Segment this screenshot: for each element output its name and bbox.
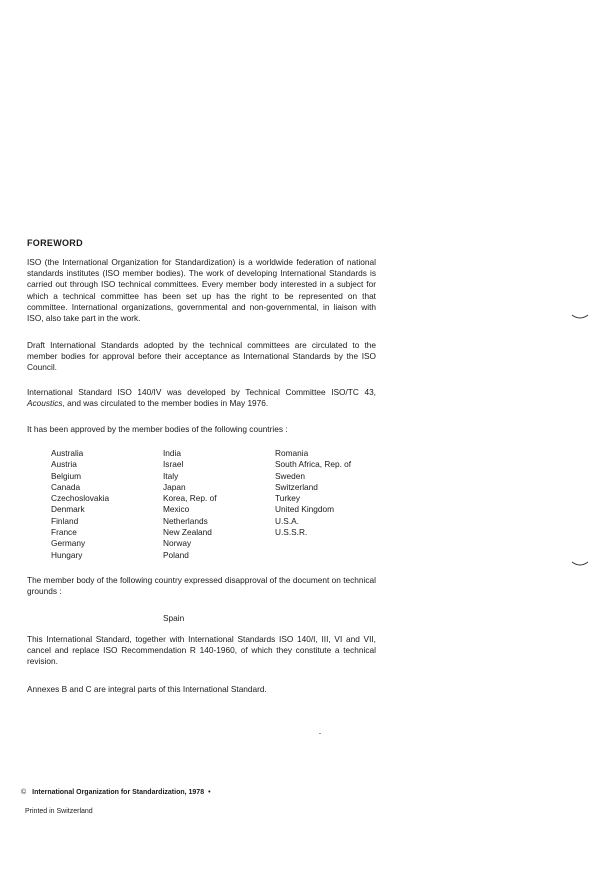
margin-curve-mark <box>571 313 589 321</box>
country-item: Czechoslovakia <box>51 493 110 504</box>
foreword-heading: FOREWORD <box>27 238 83 248</box>
country-item: Germany <box>51 538 86 549</box>
country-item: Romania <box>275 448 309 458</box>
country-item: Austria <box>51 459 77 470</box>
country-item: France <box>51 527 77 538</box>
country-item: New Zealand <box>163 527 212 538</box>
scan-speck <box>319 733 321 734</box>
country-item: South Africa, Rep. of <box>275 459 352 470</box>
country-item: Mexico <box>163 504 190 515</box>
paragraph-iso-intro: ISO (the International Organization for Standardization) is a worldwide federation of national standards institutes (ISO member bodies). The work of developing International Standards is carried out through ISO technical committees. Every member body interested in a subject for which a technical committee has been set up has the right to be represented on that committee. International organizations, governmental and non-governmental, in liaison with ISO, also take part in the work. <box>27 257 376 324</box>
country-column-3 <box>275 448 351 538</box>
copyright-line <box>21 789 211 796</box>
paragraph-approval: It has been approved by the member bodies of the following countries : <box>27 424 288 434</box>
paragraph-draft-standards: Draft International Standards adopted by the technical committees are circulated to the member bodies for approval before their acceptance as International Standards by the ISO Council. <box>27 340 376 373</box>
country-item: Switzerland <box>275 481 318 492</box>
country-item: Italy <box>163 470 179 481</box>
country-item: Denmark <box>51 504 85 515</box>
country-item: Israel <box>163 459 184 470</box>
country-item: Belgium <box>51 470 81 481</box>
committee-name: Acoustics <box>27 398 63 409</box>
country-column-1 <box>51 448 109 561</box>
country-item: Australia <box>51 448 84 458</box>
country-item: Finland <box>51 515 79 526</box>
country-item: Poland <box>163 549 189 560</box>
country-item: United Kingdom <box>275 504 335 515</box>
paragraph-disapproval: The member body of the following country expressed disapproval of the document on technical grounds : <box>27 575 376 597</box>
country-item: Japan <box>163 481 186 492</box>
country-item: Netherlands <box>163 515 208 526</box>
country-item: India <box>163 448 181 458</box>
paragraph-replacement: This International Standard, together with International Standards ISO 140/I, III, VI and VII, cancel and replace ISO Recommendation R 140-1960, of which they constitute a technical revision. <box>27 634 376 667</box>
bullet-icon: • <box>208 789 211 796</box>
country-item: U.S.S.R. <box>275 527 308 538</box>
margin-curve-mark <box>571 560 589 568</box>
country-item: Sweden <box>275 470 305 481</box>
country-item: Hungary <box>51 549 83 560</box>
country-item: Turkey <box>275 493 301 504</box>
country-column-2 <box>163 448 217 561</box>
copyright-icon: © <box>21 789 27 796</box>
paragraph-development: International Standard ISO 140/IV was developed by Technical Committee ISO/TC 43, Acoustics, and was circulated to the member bodies in May 1976. <box>27 387 376 409</box>
country-item: U.S.A. <box>275 515 299 526</box>
printed-in: Printed in Switzerland <box>25 808 93 815</box>
country-item: Canada <box>51 481 81 492</box>
disapproving-country: Spain <box>163 613 185 623</box>
copyright-text: International Organization for Standardization, 1978 <box>32 789 205 796</box>
paragraph-annexes: Annexes B and C are integral parts of this International Standard. <box>27 684 267 694</box>
country-item: Norway <box>163 538 192 549</box>
country-item: Korea, Rep. of <box>163 493 217 504</box>
